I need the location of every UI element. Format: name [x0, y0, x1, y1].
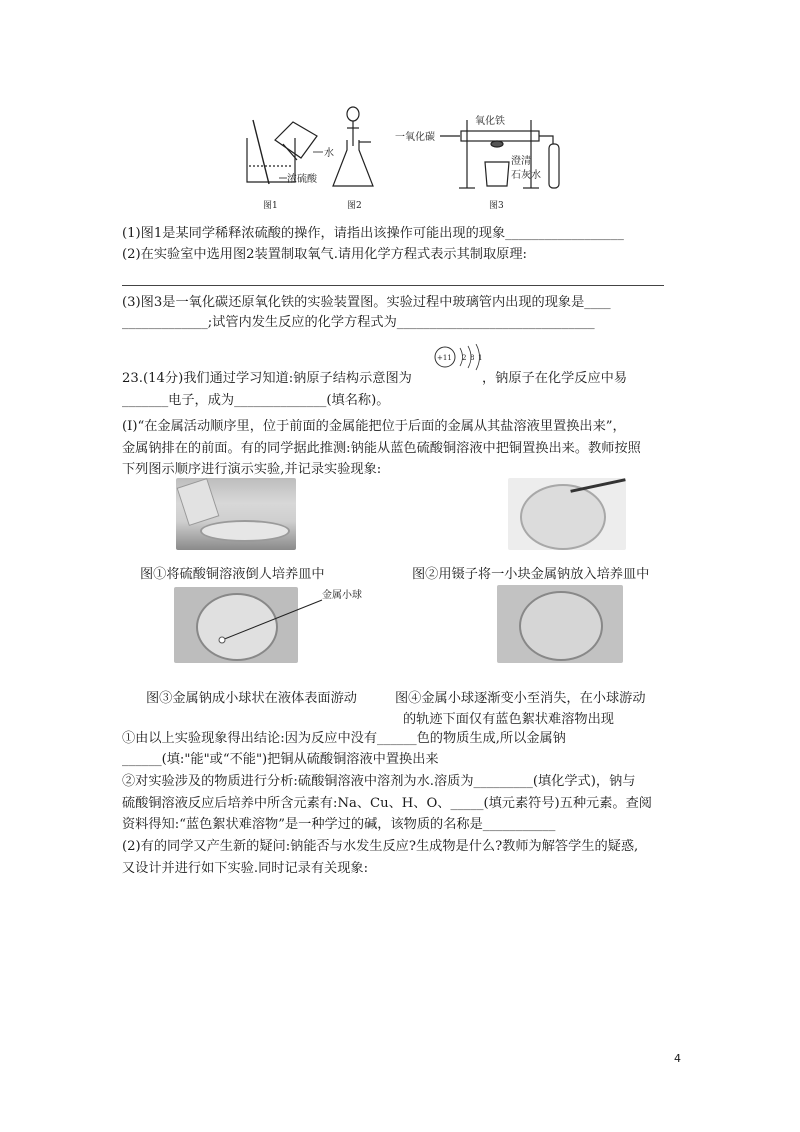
photo-3-label: 金属小球	[322, 590, 362, 601]
q22-item-1: (1)图1是某同学稀释浓硫酸的操作，请指出该操作可能出现的现象__________________	[122, 226, 624, 241]
figure-3-apparatus	[440, 120, 559, 188]
q23-part-2-a: ②对实验涉及的物质进行分析:硫酸铜溶液中溶剂为水.溶质为_________(填化学式)，钠与	[122, 774, 636, 789]
fig2-caption: 图2	[347, 201, 362, 211]
q22-item-3: (3)图3是一氧化碳还原氧化铁的实验装置图。实验过程中玻璃管内出现的现象是____	[122, 295, 611, 310]
q22-item-2: (2)在实验室中选用图2装置制取氧气.请用化学方程式表示其制取原理:	[122, 247, 527, 262]
figure-2-flask	[333, 107, 373, 186]
q23-part-3-b: 又设计并进行如下实验.同时记录有关现象:	[122, 861, 369, 876]
q23-intro-cont: ，钠原子在化学反应中易	[482, 371, 628, 386]
q23-intro: 23.(14分)我们通过学习知道:钠原子结构示意图为	[122, 371, 412, 386]
q23-part-1-a: ①由以上实验现象得出结论:因为反应中没有______色的物质生成,所以金属钠	[122, 731, 566, 746]
atom-electron-1: 2	[462, 354, 467, 362]
q23-part-3-a: (2)有的同学又产生新的疑问:钠能否与水发生反应?生成物是什么?教师为解答学生的疑惑,	[122, 839, 639, 854]
photo-4	[497, 585, 623, 663]
fig3-co-label: 一氧化碳	[395, 132, 435, 143]
atom-nucleus-label: +11	[437, 354, 452, 362]
q23-line-4: 金属钠排在的前面。有的同学据此推测:钠能从蓝色硫酸铜溶液中把铜置换出来。教师按照	[122, 441, 641, 456]
q23-line-5: 下列图示顺序进行演示实验,并记录实验现象:	[122, 462, 382, 477]
q23-part-2-c: 资料得知:“蓝色絮状难溶物”是一种学过的碱，该物质的名称是___________	[122, 817, 556, 832]
caption-fig-4-b: 的轨迹下面仅有蓝色絮状难溶物出现	[403, 712, 614, 727]
atom-electron-3: 1	[478, 354, 483, 362]
photo-2	[508, 478, 626, 550]
photo-1-beaker	[177, 478, 220, 526]
top-figures	[235, 100, 575, 215]
fig3-lime-label-1: 澄清	[511, 156, 531, 167]
fig3-lime-label-2: 石灰水	[511, 170, 541, 181]
q23-line-3: (I)“在金属活动顺序里，位于前面的金属能把位于后面的金属从其盐溶液里置换出来”，	[122, 419, 626, 434]
fig1-caption: 图1	[263, 201, 278, 211]
photo-2-dish	[520, 484, 606, 550]
q23-part-2-b: 硫酸铜溶液反应后培养中所含元素有:Na、Cu、H、O、_____(填元素符号)五种元素。查阅	[122, 796, 652, 811]
page-number: 4	[674, 1052, 681, 1065]
atom-electron-2: 8	[470, 354, 475, 362]
fig1-acid-label: 浓硫酸	[287, 174, 317, 185]
photo-4-dish	[519, 591, 603, 661]
fig3-fe-label: 氧化铁	[475, 116, 505, 127]
caption-fig-1: 图①将硫酸铜溶液倒人培养皿中	[140, 567, 325, 582]
fig3-caption: 图3	[489, 201, 504, 211]
photo-1-dish	[200, 520, 290, 542]
answer-line	[122, 285, 664, 286]
q23-part-1-b: ______(填:"能"或“不能")把铜从硫酸铜溶液中置换出来	[122, 752, 439, 767]
photo-1	[176, 478, 296, 550]
caption-fig-4-a: 图④金属小球逐渐变小至消失，在小球游动	[395, 691, 646, 706]
q23-line-2: _______电子，成为______________(填名称)。	[122, 393, 390, 408]
caption-fig-2: 图②用镊子将一小块金属钠放入培养皿中	[412, 567, 650, 582]
q22-item-3-cont: _____________;试管内发生反应的化学方程式为______________________________	[122, 315, 595, 330]
fig1-water-label: 水	[324, 148, 334, 159]
caption-fig-3: 图③金属钠成小球状在液体表面游动	[146, 691, 357, 706]
